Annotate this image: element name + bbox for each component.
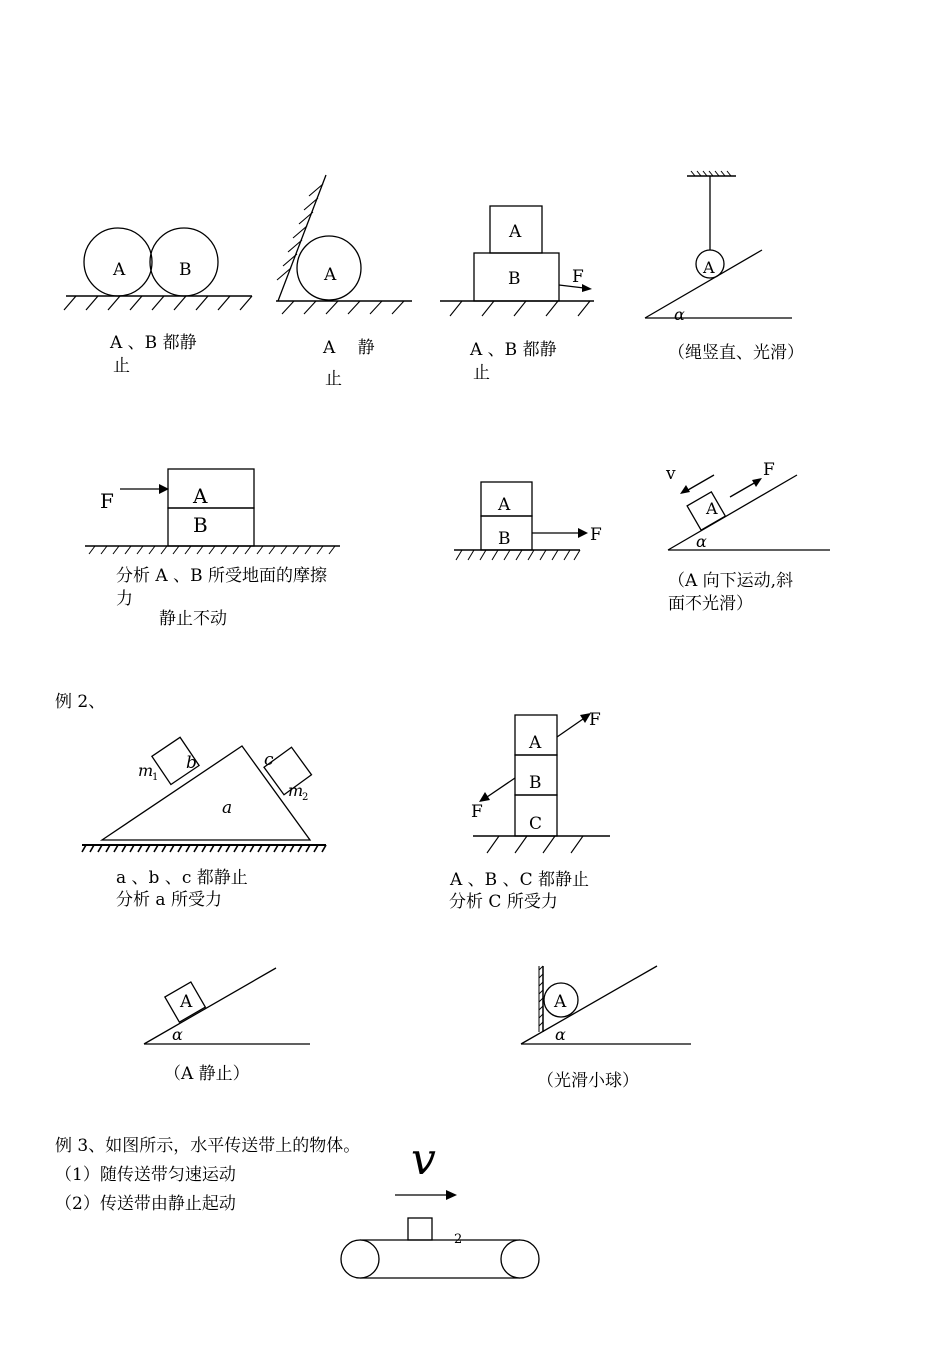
ground-hatching <box>487 836 583 853</box>
angle-alpha-label: α <box>172 1025 183 1044</box>
example3-line2: （1）随传送带匀速运动 <box>55 1165 236 1185</box>
fig2-caption-line2: 止 <box>325 369 342 389</box>
figure-stacked-blocks-force <box>436 200 606 325</box>
ground-hatching <box>64 296 252 310</box>
force-label: F <box>763 460 775 480</box>
force-label: F <box>572 267 584 287</box>
page-number: 2 <box>454 1232 463 1247</box>
force-label: F <box>100 489 114 513</box>
fig5-caption-line1: 分析 A 、B 所受地面的摩擦 <box>116 566 327 586</box>
figure-conveyor-belt <box>335 1130 550 1285</box>
block-c-label: c <box>264 750 274 770</box>
fig3-caption-line1: A 、B 都静 <box>470 340 557 360</box>
block-a-label: A <box>498 495 511 515</box>
mass-m1-label: m <box>138 761 154 780</box>
fig5-caption-line3: 静止不动 <box>159 609 227 629</box>
force-arrow-up <box>557 719 583 737</box>
velocity-arrow <box>688 475 714 490</box>
fig5-caption-line2: 力 <box>116 589 133 609</box>
figure-stacked-blocks-pulled <box>448 476 608 566</box>
angle-alpha-label: α <box>674 305 685 324</box>
ball-a-label: A <box>703 258 715 277</box>
angle-alpha-label: α <box>696 532 707 551</box>
angle-alpha-label: α <box>555 1025 566 1044</box>
block-b-label: b <box>186 753 197 773</box>
figure-ball-wall-incline <box>515 960 700 1050</box>
velocity-label: v <box>411 1134 436 1185</box>
velocity-label: v <box>666 464 676 484</box>
figure-block-incline-moving <box>660 455 840 560</box>
block-a-label: A <box>706 499 718 518</box>
ground-hatching <box>82 845 326 852</box>
figure-ball-wall <box>268 170 418 320</box>
figure-three-stacked-blocks <box>465 705 625 860</box>
block-b-label: B <box>498 529 511 549</box>
fig8-caption-line1: a 、b 、c 都静止 <box>116 868 248 888</box>
velocity-arrowhead <box>680 485 690 494</box>
block-a-label: A <box>193 484 208 508</box>
wall-hatching <box>277 184 323 280</box>
example3-line1: 例 3、如图所示，水平传送带上的物体。 <box>55 1136 361 1156</box>
incline-surface <box>521 966 657 1044</box>
object-on-belt <box>408 1218 432 1240</box>
fig1-caption-line2: 止 <box>113 356 130 376</box>
figure-wedge-two-blocks <box>78 728 338 858</box>
incline-surface <box>668 475 797 550</box>
ground-hatching <box>89 546 335 554</box>
force-label: F <box>590 525 602 545</box>
ball-a-label: A <box>554 992 567 1012</box>
fig9-caption-line2: 分析 C 所受力 <box>449 892 558 912</box>
block-b-label: B <box>529 773 542 793</box>
fig9-caption-line1: A 、B 、C 都静止 <box>450 870 589 890</box>
block-a <box>168 469 254 508</box>
force-arrowhead <box>752 478 762 487</box>
figure-block-incline-static <box>140 960 315 1050</box>
ground-hatching <box>282 301 404 314</box>
block-c-label: C <box>529 814 543 834</box>
ball-a-label: A <box>324 265 337 285</box>
block-a-label: A <box>180 992 193 1012</box>
velocity-arrowhead <box>446 1190 457 1200</box>
fig8-caption-line2: 分析 a 所受力 <box>116 890 222 910</box>
force-arrow <box>730 482 756 497</box>
figure-two-balls <box>60 220 260 320</box>
fig7-caption-line2: 面不光滑） <box>668 594 753 614</box>
force-arrowhead <box>578 528 588 538</box>
ball-a-label: A <box>113 260 126 280</box>
ball-b-label: B <box>179 260 192 280</box>
example2-heading: 例 2、 <box>55 692 106 712</box>
force-top-label: F <box>589 710 601 730</box>
block-b <box>168 508 254 546</box>
figure-hanging-ball-incline <box>640 168 800 328</box>
example3-line3: （2）传送带由静止起动 <box>55 1194 236 1214</box>
left-roller <box>341 1240 379 1278</box>
mass-m1-subscript: 1 <box>152 772 159 783</box>
mass-m2-subscript: 2 <box>302 792 309 803</box>
mass-m2-label: m <box>288 781 304 800</box>
wedge-a-label: a <box>222 798 233 818</box>
fig2-caption-line1: A 静 <box>323 338 375 358</box>
ground-hatching <box>456 550 580 560</box>
fig1-caption-line1: A 、B 都静 <box>110 333 197 353</box>
right-roller <box>501 1240 539 1278</box>
force-arrow-down <box>487 778 515 797</box>
block-b-label: B <box>193 513 208 537</box>
force-bottom-label: F <box>471 802 483 822</box>
incline-surface <box>144 968 276 1044</box>
block-a-label: A <box>529 733 542 753</box>
ground-hatching <box>450 301 590 316</box>
fig4-caption: （绳竖直、光滑） <box>668 343 804 363</box>
figure-pushed-blocks <box>80 462 350 562</box>
block-b-label: B <box>508 269 521 289</box>
fig3-caption-line2: 止 <box>473 363 490 383</box>
force-arrowhead-down <box>479 792 490 802</box>
fig11-caption: （光滑小球） <box>537 1071 639 1091</box>
fig10-caption: （A 静止） <box>164 1064 250 1084</box>
fig7-caption-line1: （A 向下运动,斜 <box>668 571 794 591</box>
block-a-label: A <box>509 222 522 242</box>
